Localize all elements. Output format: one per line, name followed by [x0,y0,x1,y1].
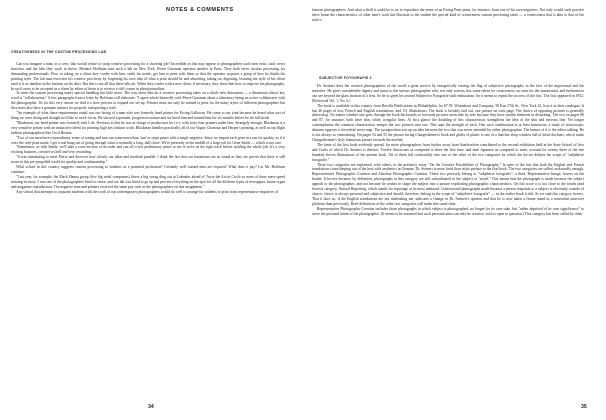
page-number: 34 [148,404,154,410]
paragraph: The book is available in this country from Ravelle Publications in Philadelphia, for $7.95. Wittenborn and Company, 38 East 57th St., New York 22, lists it in their catalogue. It has 46 pages of text, French and English translations, and 111 illustrations. The book is lavishly laid out, one picture on each page. The choice of opposing pictures is generally distressing. No matter whether one goes through the book backwards or forwards pictures seem side by side because they have similar elements in disturbing. The two on pages 86 and 87, for instance, both have thin, white, irregular lines. At first glance the doubling of this characteristic strengthens the idea of the thin and nervous line. Yet longer contemplation the common characteristic merges the two pictures into one. This saps the strength of each. One such combination is at least humorous: a study of microscopic diatoms opposes a cloverleaf street map. The juxtaposition sets up an idea between the two that was never intended by either photographer. The humor of it is the editor talking. He is not always so entertaining. On pages 54 and 55 the picture facing Chargesheimer's book and glides of plastic is one of a thatcher shop-window full of dead chickens, which taints Chargesheimer's slyly humorous picture towards the morbid. [312,103,584,142]
paragraph: What school in this country suggests custom processing to students as a potential profession? Certainly well trained men are required. What does it pay? Let Mr. Hoffman continue: [11,165,285,174]
article-title: CREATIVENESS IN THE CUSTOM PROCESSING LAB [11,50,107,54]
right-page [303,0,606,420]
paragraph: These two categories are explained, with others, in the prefatory essay "On the Creative Possibilities of Photography." In spite of the fact that both the English and French translations come limping out of the host with aesthetics in German, Dr. Steinert is more lucid than in his preface to the first book. The two categories are called, awkwardly enough, Representative Photographic Creation and Absolute Photographic Creation. These two precisely belong to "subjektive fotografie"; a third, Representative Image, hovers on the border. It hovers because, by definition, photographs in this category are still subordinated to the subject or "motif." This means that the photograph is made because the subject appeals to the photographer, and not because he wishes to shape the subject into a picture explicating photographic characteristics. On this score it is too close to the fourth (and lowest) category, Natural Reporting, which stands for reportage at its most unbiased. Confessional photographs made because a person responds to a subject is obviously outside of choice; choice is always personal and subjective and should, therefore, belong in the scope of "subjektive fotografie" — in the earlier book it did. As we said this category hovers. That it does so, if the English translations are not misleading me, indicates a change in Dr. Steinert's opinion and that he is now taken a firmer stand as a somewhat narrower platform than previously. Brief definitions of the other two categories will make this stand clear. [312,162,584,206]
continued-paragraph-block [312,8,584,74]
running-head: NOTES & COMMENTS [166,7,234,13]
page-number: 35 [581,404,587,410]
article-title: SUBJECTIVE FOTOGRAFIE 2 [319,76,372,80]
paragraph: "It was stimulating to meet Pierre and discover how closely our ideas and methods parallel. I think the fact that our businesses are as sound as they are proves that there is still room in this pre-propelled world for quality and craftsmanship." [11,155,285,165]
paragraph: To meet the custom processing man's special handling but little more. The way these labs do it creative processing takes on a whole new dimension — a dimension whose key word is "collaboration." A few paragraphs from a letter by Hoffman will elaborate: "I agree whole-heartedly with Pierre Gassman about a laboratory being an active collaborator with the photographer. It's for this very reason we find it a slow process to expand our set-up. Printers must not only be trained to print for the many styles of different photographers but they must also have a genuine instinct for properly interpreting a style. [11,91,285,111]
paragraph: Dr. Steinert does the creative photographers of the world a great service by energetically waving the flag of subjective photography in the face of the impersonal and the imitative. He gives considerable dignity and status to the serious photographer who, not only serious, has some talent for creativeness, no taste for the sentimental, and furthermore can see beyond the glass horizon of a lens. So let us greet his second Subjective Fotografie with enthusiasm, for it seems to repeat the success of the first. The first appeared in 1952. [Reviewed Vol. 1, No. 6.] [312,84,584,103]
paragraph: "Last year, for example, the Mack Hanna group (five big retail companies) threw a big swing ding out at Labrador ahead of 'Arriv the Arctic Circle so none of those mere speed missing territory. I was one of the photographers hired to shoot, and our lab was hired to go up and process everything on the spot for all the different types of newspaper, house organ and magazine reproduction. The negative man and printers received the same pay such as the photographers on this assignment." [11,174,285,189]
paragraph: "Sometimes, as with Smith, we'll take a cross-section of an order and run off a few preliminary prints to see if we're on the right track before tackling the whole job. It's a very exciting business, creative as hell and very rewarding. [11,145,285,155]
paragraph: Can you imagine a man, or a crew, that would refuse to swap creative processing for a shooting job? Incredible as this may appear to photographers such men exist, such crews function, and the labs they work in thrive. Bernard Hoffman runs such a lab on New York. Pierre Gassman operates another in Paris. They both serve custom processing for demanding professionals. Prior to taking on a client they confer with him, study his needs, get him to print with them so that the operator acquires a grasp of how he thinks his printing style. The lab man exercises his creative proclivity by forgetting his own idea of what a print should be and absorbing, taking on, digesting, learning the style of his client until it is as familiar as the buttons on his shirt. But this is not all that these labs do. When they confer with a new client, if necessary, they show him how to improve his photography. In such cases to be accepted as a client by either of them is to receive a stiff course in photojournalism. [11,62,285,91]
paragraph: famous photographers. And what a thrill it could be to try to reproduce the sense of an Ewing Print-point, for instance, from one of his own negatives. Not only would such practice drive home the characteristics of other men's work but illustrate to the student the special kind of creativeness custom processing takes — a creativeness that is akin to that of the actor's. [312,8,584,22]
paragraph: The fame of the first book evidently spread, for more photographers from further away from Saarbrucken contributed to the second exhibition held at the State School of Arts and Crafts of which Dr. Steinert is director. Twelve Americans as compared to three the first time, and nine Japanese as compared to none, account for twenty three of the one hundred eleven illustrations of the present book. All of them fall comfortably into one or the other of the two categories by which the doctor defines the scope of "subjektive fotografie." [312,142,584,162]
right-body-column [312,84,584,410]
left-body-column [11,62,285,398]
paragraph: "Blackman, our head printer was formerly with Life. Previous to that he was in charge of production for i.e.v. with forty-four printers under him. Strangely enough, Blackman is a very sensitive printer with an instinctive talent for printing high key fashion work. Blackman handles practically all of our Vogue, Glamour and Harper's printing, as well as top flight fashion photographers like Cecil Beaton. [11,120,285,135]
paragraph: "Two of our men have extraordinary sense of toning and turn out some marvelous 'sun' or sepia prints with a single negative. Since we import each print in a run for quality, as if it were the only print made, I get a real bang out of going through what is normally a long, dull chore. We're presently in the middle of a large job for Gene Smith — which is not rare. [11,135,285,145]
paragraph: Any school that attempts to acquaint students with the work of top contemporary photographers would do well to arrange for students to print from representative negatives of [16,189,279,194]
paragraph: "An example of what these requirements entail was our hiring of a man who was formerly head printer for Ewing Galloway. He came to our joint because he heard what sort of thing we were doing and thought he'd like to work for us. He showed a genuine, progressive nature and we hired him and trained him for six months before he hit full stride. [11,111,285,120]
paragraph: Representative Photographic Creation includes those photographs in which subject is photographed, no longer for its own sake, but "rather deprived of its own significance" to serve the personal intent of the photographer. (It seems to be assumed that such personal aims can only be creative; such is open to question.) This category has been called by other [312,206,584,216]
